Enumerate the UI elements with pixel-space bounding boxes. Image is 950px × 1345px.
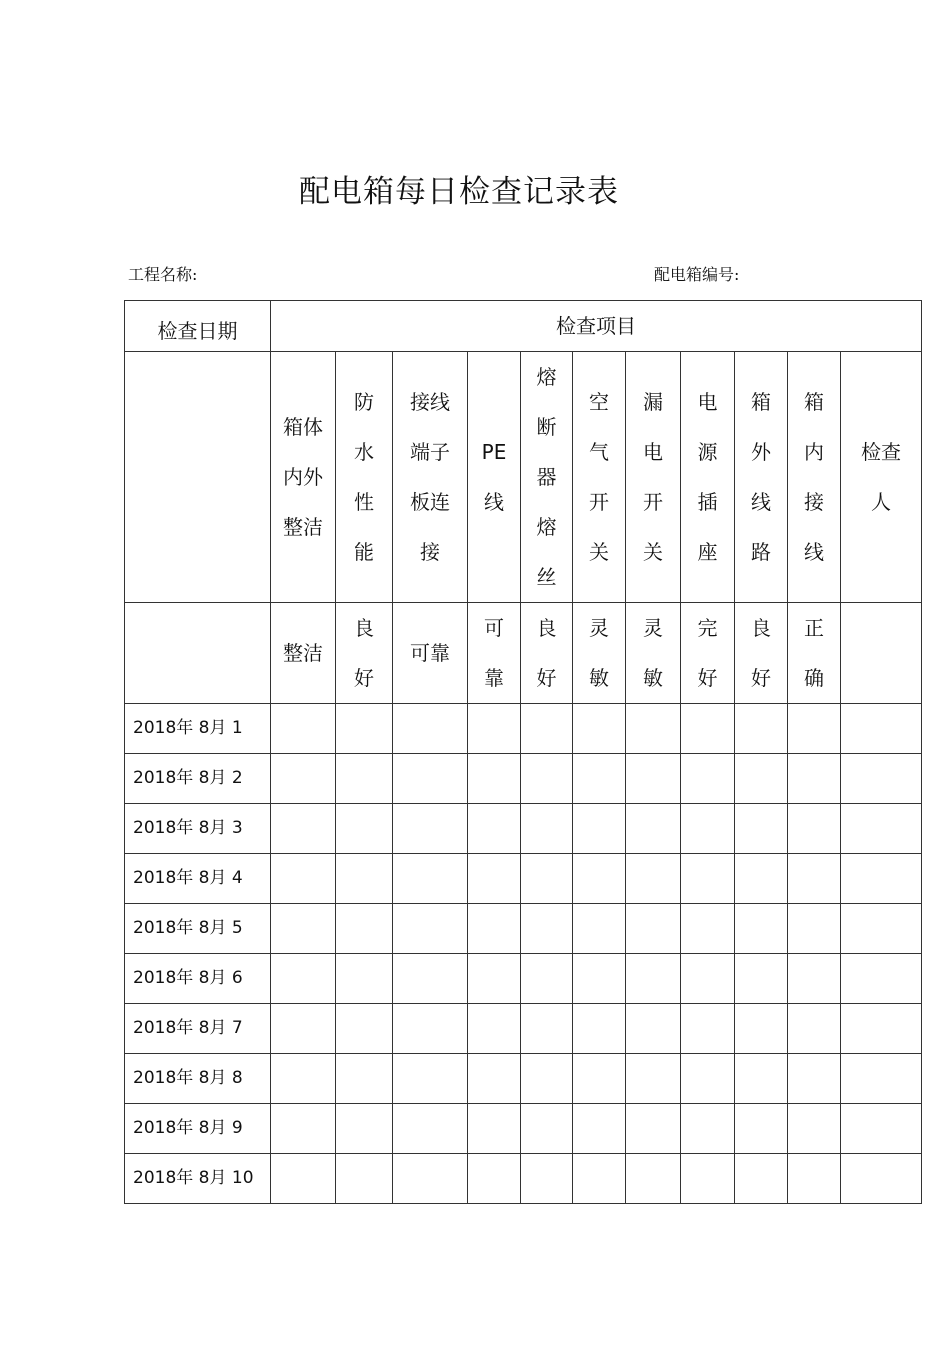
check-cell[interactable] <box>393 854 468 904</box>
check-cell[interactable] <box>521 954 573 1004</box>
check-cell[interactable] <box>573 804 626 854</box>
check-cell[interactable] <box>788 904 841 954</box>
column-header <box>788 352 841 603</box>
check-cell[interactable] <box>271 1054 336 1104</box>
check-cell[interactable] <box>573 904 626 954</box>
check-cell[interactable] <box>393 1054 468 1104</box>
column-header-line: 开 <box>589 490 609 514</box>
check-cell[interactable] <box>735 754 788 804</box>
standard-line: 良 <box>354 616 374 640</box>
check-cell[interactable] <box>393 704 468 754</box>
check-cell[interactable] <box>271 954 336 1004</box>
check-cell[interactable] <box>468 1154 521 1204</box>
column-header <box>626 352 681 603</box>
table-row <box>125 854 922 904</box>
column-header-line: 能 <box>354 540 374 564</box>
check-cell[interactable] <box>681 904 735 954</box>
page-title: 配电箱每日检查记录表 <box>299 174 619 210</box>
check-cell[interactable] <box>841 854 922 904</box>
standard-line: 好 <box>697 666 718 690</box>
check-cell[interactable] <box>573 854 626 904</box>
standard-line: 可靠 <box>410 641 450 665</box>
check-cell[interactable] <box>681 1104 735 1154</box>
date-cell: 2018年 8月 8 <box>125 1054 271 1104</box>
standard-line: 可 <box>484 616 504 640</box>
column-header-line: 线 <box>751 490 771 514</box>
check-cell[interactable] <box>788 704 841 754</box>
check-cell[interactable] <box>735 854 788 904</box>
check-cell[interactable] <box>271 804 336 854</box>
check-cell[interactable] <box>626 1054 681 1104</box>
column-header-line: 性 <box>354 490 374 514</box>
standard-cell <box>735 603 788 704</box>
project-name-label: 工程名称: <box>128 265 198 284</box>
column-header-line: 线 <box>484 490 504 514</box>
column-header-line: 接线 <box>410 390 450 414</box>
check-cell[interactable] <box>521 804 573 854</box>
check-cell[interactable] <box>573 1104 626 1154</box>
table-row <box>125 1104 922 1154</box>
check-cell[interactable] <box>573 1154 626 1204</box>
standard-cell <box>573 603 626 704</box>
column-header-line: 板连 <box>410 490 450 514</box>
check-cell[interactable] <box>735 1054 788 1104</box>
check-cell[interactable] <box>841 1054 922 1104</box>
standard-cell <box>521 603 573 704</box>
table-row <box>125 1054 922 1104</box>
check-cell[interactable] <box>521 904 573 954</box>
date-header: 检查日期 <box>125 301 271 352</box>
check-cell[interactable] <box>393 1004 468 1054</box>
column-header-line: 线 <box>804 540 824 564</box>
check-cell[interactable] <box>788 804 841 854</box>
check-cell[interactable] <box>336 954 393 1004</box>
check-cell[interactable] <box>468 1104 521 1154</box>
check-cell[interactable] <box>788 1054 841 1104</box>
check-cell[interactable] <box>468 854 521 904</box>
check-cell[interactable] <box>271 854 336 904</box>
standard-cell <box>681 603 735 704</box>
standard-cell <box>393 603 468 704</box>
column-header-line: 人 <box>871 490 892 514</box>
check-cell[interactable] <box>681 1154 735 1204</box>
table-row <box>125 754 922 804</box>
check-cell[interactable] <box>271 1104 336 1154</box>
column-header-line: 插 <box>697 490 718 514</box>
column-header-line: 熔 <box>536 365 557 389</box>
standard-line: 良 <box>751 616 771 640</box>
check-cell[interactable] <box>521 854 573 904</box>
standard-cell <box>626 603 681 704</box>
date-cell: 2018年 8月 9 <box>125 1104 271 1154</box>
column-header-line: 箱 <box>751 390 771 414</box>
column-header-line: 器 <box>536 465 557 489</box>
check-cell[interactable] <box>626 854 681 904</box>
standard-line: 正 <box>804 616 824 640</box>
check-cell[interactable] <box>841 904 922 954</box>
standard-cell <box>788 603 841 704</box>
check-cell[interactable] <box>841 704 922 754</box>
check-cell[interactable] <box>468 704 521 754</box>
check-cell[interactable] <box>521 754 573 804</box>
column-header <box>841 352 922 603</box>
check-cell[interactable] <box>681 1054 735 1104</box>
column-header-line: 开 <box>643 490 663 514</box>
standard-cell <box>468 603 521 704</box>
check-cell[interactable] <box>735 1154 788 1204</box>
column-header-line: 端子 <box>410 440 450 464</box>
check-cell[interactable] <box>735 704 788 754</box>
check-cell[interactable] <box>735 804 788 854</box>
check-cell[interactable] <box>681 854 735 904</box>
date-cell: 2018年 8月 5 <box>125 904 271 954</box>
column-header-line: 源 <box>697 440 718 464</box>
check-cell[interactable] <box>626 1104 681 1154</box>
column-names-row <box>125 352 922 603</box>
check-cell[interactable] <box>336 854 393 904</box>
column-header <box>468 352 521 603</box>
column-header-line: 箱体 <box>283 415 323 439</box>
standard-line: 灵 <box>589 616 609 640</box>
inspection-table <box>124 300 922 1204</box>
check-cell[interactable] <box>841 1104 922 1154</box>
check-cell[interactable] <box>393 954 468 1004</box>
check-cell[interactable] <box>735 1004 788 1054</box>
check-cell[interactable] <box>271 1154 336 1204</box>
column-header-line: 箱 <box>804 390 824 414</box>
check-cell[interactable] <box>573 754 626 804</box>
check-cell[interactable] <box>521 704 573 754</box>
column-header-line: 座 <box>697 540 718 564</box>
column-header-line: 熔 <box>536 515 557 539</box>
standard-line: 好 <box>536 666 557 690</box>
standard-line: 好 <box>354 666 374 690</box>
check-cell[interactable] <box>521 1104 573 1154</box>
check-cell[interactable] <box>468 754 521 804</box>
standard-line: 靠 <box>484 666 504 690</box>
check-cell[interactable] <box>393 804 468 854</box>
check-cell[interactable] <box>626 754 681 804</box>
box-number-label: 配电箱编号: <box>654 265 740 284</box>
table-row <box>125 954 922 1004</box>
check-cell[interactable] <box>393 904 468 954</box>
date-cell: 2018年 8月 10 <box>125 1154 271 1204</box>
standard-cell <box>336 603 393 704</box>
check-cell[interactable] <box>393 1104 468 1154</box>
column-header-line: 接 <box>420 540 440 564</box>
check-cell[interactable] <box>681 954 735 1004</box>
check-cell[interactable] <box>336 1104 393 1154</box>
check-cell[interactable] <box>573 954 626 1004</box>
check-cell[interactable] <box>573 1054 626 1104</box>
column-header-line: 内 <box>804 440 824 464</box>
check-cell[interactable] <box>788 1004 841 1054</box>
date-cell: 2018年 8月 2 <box>125 754 271 804</box>
check-cell[interactable] <box>841 954 922 1004</box>
check-cell[interactable] <box>626 1154 681 1204</box>
check-cell[interactable] <box>735 904 788 954</box>
check-cell[interactable] <box>626 954 681 1004</box>
check-cell[interactable] <box>336 1054 393 1104</box>
date-cell: 2018年 8月 6 <box>125 954 271 1004</box>
column-header-line: 断 <box>536 415 557 439</box>
column-header-line: 丝 <box>536 565 557 589</box>
date-cell: 2018年 8月 1 <box>125 704 271 754</box>
check-cell[interactable] <box>788 1154 841 1204</box>
column-header-line: PE <box>481 440 507 464</box>
standard-line: 灵 <box>643 616 663 640</box>
blank-cell <box>125 352 271 603</box>
check-cell[interactable] <box>521 1054 573 1104</box>
column-header-line: 漏 <box>643 390 663 414</box>
check-cell[interactable] <box>841 1154 922 1204</box>
check-cell[interactable] <box>681 754 735 804</box>
table-row <box>125 904 922 954</box>
column-header <box>735 352 788 603</box>
column-header-line: 外 <box>751 440 771 464</box>
check-cell[interactable] <box>336 804 393 854</box>
table-row <box>125 804 922 854</box>
check-cell[interactable] <box>841 1004 922 1054</box>
column-header-line: 电 <box>643 440 663 464</box>
check-cell[interactable] <box>336 704 393 754</box>
column-header <box>393 352 468 603</box>
check-cell[interactable] <box>841 754 922 804</box>
column-header-line: 水 <box>354 440 374 464</box>
standard-line: 确 <box>804 666 824 690</box>
table-row <box>125 1154 922 1204</box>
check-cell[interactable] <box>393 754 468 804</box>
standard-line: 敏 <box>643 666 663 690</box>
column-header-line: 内外 <box>283 465 323 489</box>
date-cell: 2018年 8月 7 <box>125 1004 271 1054</box>
check-cell[interactable] <box>468 804 521 854</box>
column-header-line: 关 <box>643 540 663 564</box>
check-cell[interactable] <box>573 1004 626 1054</box>
check-cell[interactable] <box>521 1004 573 1054</box>
column-header <box>271 352 336 603</box>
check-cell[interactable] <box>681 1004 735 1054</box>
check-cell[interactable] <box>271 704 336 754</box>
check-cell[interactable] <box>468 1004 521 1054</box>
check-cell[interactable] <box>271 1004 336 1054</box>
check-cell[interactable] <box>626 804 681 854</box>
check-cell[interactable] <box>788 954 841 1004</box>
blank-cell <box>125 603 271 704</box>
check-cell[interactable] <box>626 904 681 954</box>
standards-row <box>125 603 922 704</box>
check-cell[interactable] <box>681 704 735 754</box>
header-row <box>125 301 922 352</box>
check-cell[interactable] <box>271 754 336 804</box>
column-header-line: 路 <box>751 540 771 564</box>
standard-cell <box>841 603 922 704</box>
items-header: 检查项目 <box>271 301 922 352</box>
check-cell[interactable] <box>521 1154 573 1204</box>
column-header-line: 空 <box>589 390 609 414</box>
date-cell: 2018年 8月 4 <box>125 854 271 904</box>
column-header <box>336 352 393 603</box>
check-cell[interactable] <box>573 704 626 754</box>
column-header <box>573 352 626 603</box>
standard-line: 好 <box>751 666 771 690</box>
check-cell[interactable] <box>735 1104 788 1154</box>
check-cell[interactable] <box>468 954 521 1004</box>
check-cell[interactable] <box>336 1004 393 1054</box>
column-header-line: 电 <box>697 390 718 414</box>
check-cell[interactable] <box>336 904 393 954</box>
check-cell[interactable] <box>393 1154 468 1204</box>
check-cell[interactable] <box>841 804 922 854</box>
standard-line: 完 <box>697 616 718 640</box>
check-cell[interactable] <box>336 754 393 804</box>
column-header-line: 整洁 <box>283 515 323 539</box>
check-cell[interactable] <box>468 1054 521 1104</box>
check-cell[interactable] <box>735 954 788 1004</box>
column-header-line: 气 <box>589 440 609 464</box>
table-row <box>125 1004 922 1054</box>
check-cell[interactable] <box>626 1004 681 1054</box>
column-header <box>521 352 573 603</box>
column-header-line: 关 <box>589 540 609 564</box>
check-cell[interactable] <box>271 904 336 954</box>
check-cell[interactable] <box>468 904 521 954</box>
standard-line: 敏 <box>589 666 609 690</box>
column-header-line: 防 <box>354 390 374 414</box>
column-header-line: 检查 <box>861 440 902 464</box>
standard-line: 良 <box>536 616 557 640</box>
table-row <box>125 704 922 754</box>
column-header <box>681 352 735 603</box>
check-cell[interactable] <box>626 704 681 754</box>
standard-line: 整洁 <box>283 641 323 665</box>
standard-cell <box>271 603 336 704</box>
date-cell: 2018年 8月 3 <box>125 804 271 854</box>
check-cell[interactable] <box>788 754 841 804</box>
check-cell[interactable] <box>681 804 735 854</box>
check-cell[interactable] <box>336 1154 393 1204</box>
column-header-line: 接 <box>804 490 824 514</box>
check-cell[interactable] <box>788 854 841 904</box>
check-cell[interactable] <box>788 1104 841 1154</box>
